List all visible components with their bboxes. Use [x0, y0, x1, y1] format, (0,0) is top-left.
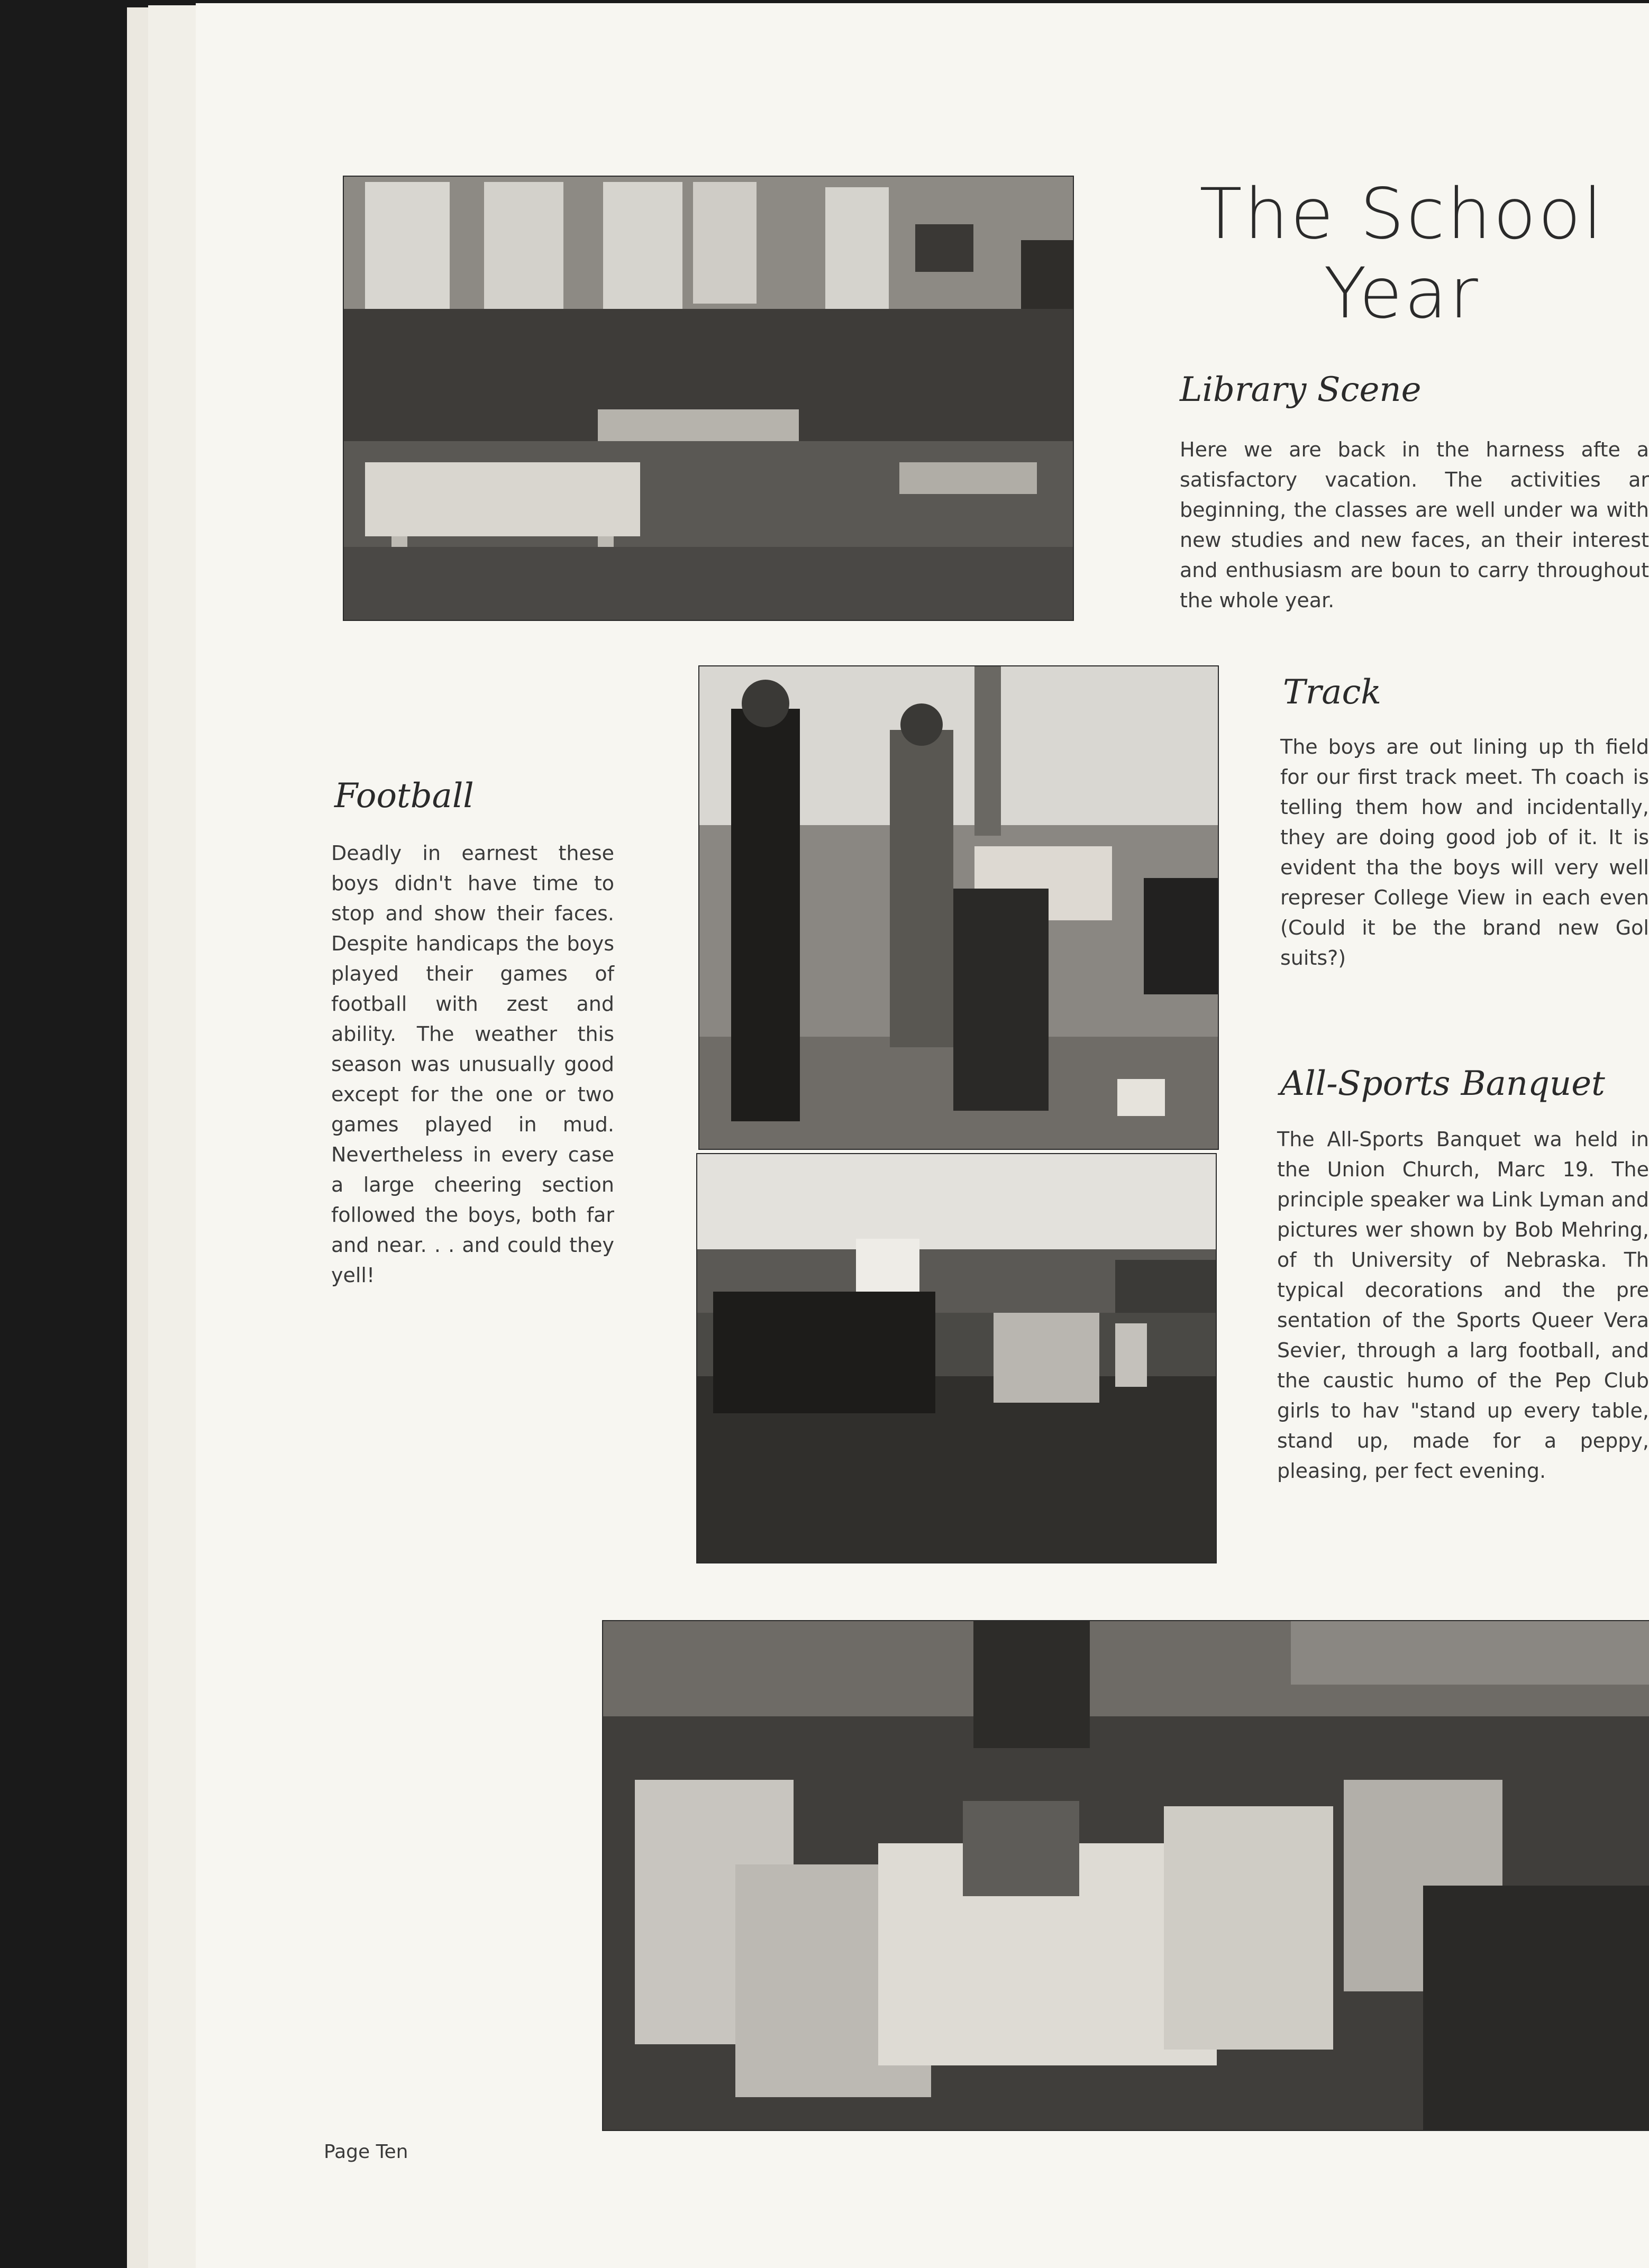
banquet-text: The All-Sports Banquet wa held in the Union Church, Marc 19. The principle speaker wa Link Lyman and pictures wer shown by Bob Mehring, of th University of Nebraska. Th typical decorations and the pre sentation of the Sports Queer Vera Sevier, through a larg football, and the caustic humo of the Pep Club girls to hav "stand up every table, stand up, made for a peppy, pleasing, per fect evening. [1277, 1128, 1649, 1483]
library-photo [343, 176, 1074, 621]
page-title: The School Year [1199, 173, 1605, 334]
banquet-photo [602, 1620, 1649, 2131]
football-heading: Football [334, 776, 474, 816]
page-number: Page Ten [324, 2141, 408, 2163]
track-heading: Track [1283, 673, 1382, 712]
football-text: Deadly in earnest these boys didn't have time to stop and show their faces. Despite handicaps the boys played their games of football with zest and ability. The weather this season was unusually good except for the one or two games played in mud. Nevertheless in every case a large cheering section followed the boys, both far and near. . . and could they yell! [331, 842, 614, 1287]
banquet-heading: All-Sports Banquet [1280, 1064, 1605, 1103]
track-text: The boys are out lining up th field for our first track meet. Th coach is telling them how and incidentally, they are doing good job of it. It is evident tha the boys will very well represer College View in each even (Could it be the brand new Gol suits?) [1280, 735, 1649, 970]
track-photo [698, 665, 1219, 1150]
library-heading: Library Scene [1180, 370, 1422, 409]
football-photo [696, 1153, 1217, 1563]
library-text: Here we are back in the harness afte a satisfactory vacation. The activities ar beginning, the classes are well under wa with new studies and new faces, an their interest and enthusiasm are boun to carry throughout the whole year. [1180, 438, 1649, 612]
